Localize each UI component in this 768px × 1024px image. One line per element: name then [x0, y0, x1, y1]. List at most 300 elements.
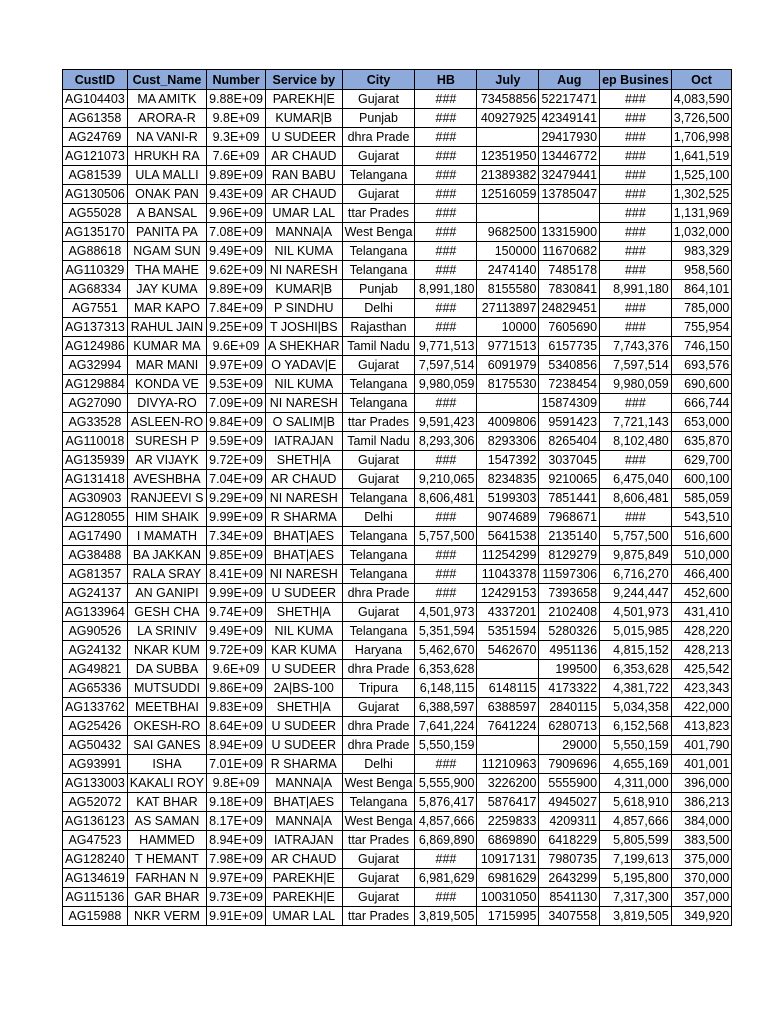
column-header[interactable]: Oct	[671, 70, 732, 90]
table-cell[interactable]: 2135140	[539, 527, 600, 546]
table-cell[interactable]: U SUDEER	[266, 128, 343, 147]
table-cell[interactable]: Gujarat	[342, 869, 415, 888]
table-cell[interactable]	[477, 660, 539, 679]
table-cell[interactable]: 9.86E+09	[207, 679, 266, 698]
table-cell[interactable]: NI NARESH	[266, 261, 343, 280]
table-cell[interactable]: Gujarat	[342, 850, 415, 869]
table-cell[interactable]: ASLEEN-RO	[127, 413, 206, 432]
table-cell[interactable]: 428,220	[671, 622, 732, 641]
table-cell[interactable]: Rajasthan	[342, 318, 415, 337]
table-cell[interactable]: AR CHAUD	[266, 147, 343, 166]
table-cell[interactable]: 9.99E+09	[207, 584, 266, 603]
table-cell[interactable]: 423,343	[671, 679, 732, 698]
table-cell[interactable]: 1,032,000	[671, 223, 732, 242]
table-cell[interactable]: HAMMED	[127, 831, 206, 850]
table-cell[interactable]: ###	[415, 147, 477, 166]
table-cell[interactable]: AG110018	[63, 432, 128, 451]
table-cell[interactable]: 5,805,599	[600, 831, 672, 850]
table-cell[interactable]: 6157735	[539, 337, 600, 356]
table-cell[interactable]: 9.99E+09	[207, 508, 266, 527]
column-header[interactable]: CustID	[63, 70, 128, 90]
column-header[interactable]: HB	[415, 70, 477, 90]
table-cell[interactable]: U SUDEER	[266, 584, 343, 603]
table-cell[interactable]: Delhi	[342, 299, 415, 318]
table-cell[interactable]: 9.83E+09	[207, 698, 266, 717]
table-cell[interactable]: ttar Prades	[342, 413, 415, 432]
table-cell[interactable]: Telangana	[342, 622, 415, 641]
table-cell[interactable]: 9.53E+09	[207, 375, 266, 394]
table-cell[interactable]: 7909696	[539, 755, 600, 774]
table-cell[interactable]: A BANSAL	[127, 204, 206, 223]
table-cell[interactable]: I MAMATH	[127, 527, 206, 546]
table-cell[interactable]: 9.91E+09	[207, 907, 266, 926]
table-cell[interactable]: ###	[415, 204, 477, 223]
table-cell[interactable]: BHAT|AES	[266, 527, 343, 546]
table-cell[interactable]: Delhi	[342, 508, 415, 527]
table-cell[interactable]: 42349141	[539, 109, 600, 128]
table-cell[interactable]: 9591423	[539, 413, 600, 432]
table-cell[interactable]: 431,410	[671, 603, 732, 622]
table-cell[interactable]: 7641224	[477, 717, 539, 736]
column-header[interactable]: Cust_Name	[127, 70, 206, 90]
table-cell[interactable]: ###	[415, 451, 477, 470]
table-cell[interactable]: 6,475,040	[600, 470, 672, 489]
table-cell[interactable]: Telangana	[342, 166, 415, 185]
table-cell[interactable]: BHAT|AES	[266, 793, 343, 812]
table-cell[interactable]: ###	[415, 565, 477, 584]
table-cell[interactable]: 7851441	[539, 489, 600, 508]
table-cell[interactable]: ARORA-R	[127, 109, 206, 128]
table-cell[interactable]: PAREKH|E	[266, 90, 343, 109]
table-cell[interactable]: SHETH|A	[266, 698, 343, 717]
table-cell[interactable]: ULA MALLI	[127, 166, 206, 185]
table-cell[interactable]: T HEMANT	[127, 850, 206, 869]
table-cell[interactable]: ###	[600, 166, 672, 185]
table-cell[interactable]: 11670682	[539, 242, 600, 261]
table-cell[interactable]: 5555900	[539, 774, 600, 793]
table-cell[interactable]: Telangana	[342, 489, 415, 508]
column-header[interactable]: Service by	[266, 70, 343, 90]
table-cell[interactable]: Telangana	[342, 261, 415, 280]
table-cell[interactable]: 516,600	[671, 527, 732, 546]
table-cell[interactable]: ###	[600, 109, 672, 128]
table-cell[interactable]: AG128240	[63, 850, 128, 869]
table-cell[interactable]: AG52072	[63, 793, 128, 812]
table-cell[interactable]: 8.41E+09	[207, 565, 266, 584]
table-cell[interactable]: AS SAMAN	[127, 812, 206, 831]
table-cell[interactable]: 983,329	[671, 242, 732, 261]
table-cell[interactable]: KUMAR|B	[266, 109, 343, 128]
table-cell[interactable]: 5462670	[477, 641, 539, 660]
table-cell[interactable]: 3226200	[477, 774, 539, 793]
table-cell[interactable]: 8265404	[539, 432, 600, 451]
table-cell[interactable]: 2643299	[539, 869, 600, 888]
table-cell[interactable]: ###	[415, 584, 477, 603]
table-cell[interactable]: PAREKH|E	[266, 888, 343, 907]
table-cell[interactable]: 73458856	[477, 90, 539, 109]
table-cell[interactable]: 9.97E+09	[207, 356, 266, 375]
table-cell[interactable]: 29000	[539, 736, 600, 755]
table-cell[interactable]: AG55028	[63, 204, 128, 223]
table-cell[interactable]: NA VANI-R	[127, 128, 206, 147]
table-cell[interactable]: 8541130	[539, 888, 600, 907]
table-cell[interactable]: 9.88E+09	[207, 90, 266, 109]
table-cell[interactable]: ###	[415, 318, 477, 337]
table-cell[interactable]: AG47523	[63, 831, 128, 850]
table-cell[interactable]: 9.73E+09	[207, 888, 266, 907]
table-cell[interactable]: AG30903	[63, 489, 128, 508]
table-cell[interactable]: NKAR KUM	[127, 641, 206, 660]
table-cell[interactable]: AG24132	[63, 641, 128, 660]
table-cell[interactable]: 12351950	[477, 147, 539, 166]
table-cell[interactable]: 958,560	[671, 261, 732, 280]
table-cell[interactable]: 1715995	[477, 907, 539, 926]
table-cell[interactable]: 8.94E+09	[207, 736, 266, 755]
table-cell[interactable]: 9.59E+09	[207, 432, 266, 451]
table-cell[interactable]: West Benga	[342, 774, 415, 793]
table-cell[interactable]: ###	[415, 755, 477, 774]
table-cell[interactable]: 401,790	[671, 736, 732, 755]
table-cell[interactable]: GAR BHAR	[127, 888, 206, 907]
table-cell[interactable]: 13785047	[539, 185, 600, 204]
table-cell[interactable]: Telangana	[342, 793, 415, 812]
table-cell[interactable]	[477, 736, 539, 755]
table-cell[interactable]: NIL KUMA	[266, 242, 343, 261]
table-cell[interactable]: 7238454	[539, 375, 600, 394]
table-cell[interactable]: 357,000	[671, 888, 732, 907]
table-cell[interactable]: UMAR LAL	[266, 204, 343, 223]
table-cell[interactable]: AG129884	[63, 375, 128, 394]
table-cell[interactable]: 1,302,525	[671, 185, 732, 204]
table-cell[interactable]: AG133003	[63, 774, 128, 793]
table-cell[interactable]: MANNA|A	[266, 774, 343, 793]
table-cell[interactable]: AG134619	[63, 869, 128, 888]
table-cell[interactable]: ###	[600, 508, 672, 527]
table-cell[interactable]: AG24769	[63, 128, 128, 147]
table-cell[interactable]: 8,606,481	[415, 489, 477, 508]
table-cell[interactable]: 9.96E+09	[207, 204, 266, 223]
table-cell[interactable]: UMAR LAL	[266, 907, 343, 926]
table-cell[interactable]: 9.89E+09	[207, 280, 266, 299]
table-cell[interactable]: 9.74E+09	[207, 603, 266, 622]
table-cell[interactable]: 5,757,500	[415, 527, 477, 546]
table-cell[interactable]: 9,591,423	[415, 413, 477, 432]
table-cell[interactable]: PAREKH|E	[266, 869, 343, 888]
table-cell[interactable]: ###	[415, 109, 477, 128]
table-cell[interactable]: ###	[600, 90, 672, 109]
table-cell[interactable]: 5,015,985	[600, 622, 672, 641]
table-cell[interactable]: ###	[415, 850, 477, 869]
table-cell[interactable]: 690,600	[671, 375, 732, 394]
table-cell[interactable]: ###	[600, 147, 672, 166]
table-cell[interactable]: 8234835	[477, 470, 539, 489]
table-cell[interactable]: 9.6E+09	[207, 660, 266, 679]
table-cell[interactable]: AG25426	[63, 717, 128, 736]
table-cell[interactable]: AG17490	[63, 527, 128, 546]
table-cell[interactable]: 8,293,306	[415, 432, 477, 451]
table-cell[interactable]: Telangana	[342, 527, 415, 546]
table-cell[interactable]: 12429153	[477, 584, 539, 603]
table-cell[interactable]: 9,771,513	[415, 337, 477, 356]
table-cell[interactable]: 9.49E+09	[207, 242, 266, 261]
table-cell[interactable]: Gujarat	[342, 356, 415, 375]
table-cell[interactable]: SHETH|A	[266, 451, 343, 470]
table-cell[interactable]: ttar Prades	[342, 831, 415, 850]
table-cell[interactable]: ###	[415, 185, 477, 204]
table-cell[interactable]: 9.18E+09	[207, 793, 266, 812]
table-cell[interactable]: 7,317,300	[600, 888, 672, 907]
table-cell[interactable]: 8,606,481	[600, 489, 672, 508]
table-cell[interactable]: ###	[600, 394, 672, 413]
table-cell[interactable]: 5,195,800	[600, 869, 672, 888]
table-cell[interactable]: HIM SHAIK	[127, 508, 206, 527]
table-cell[interactable]: 7485178	[539, 261, 600, 280]
table-cell[interactable]: IATRAJAN	[266, 831, 343, 850]
table-cell[interactable]: Punjab	[342, 280, 415, 299]
table-cell[interactable]: 6388597	[477, 698, 539, 717]
table-cell[interactable]: AG33528	[63, 413, 128, 432]
table-cell[interactable]: 600,100	[671, 470, 732, 489]
table-cell[interactable]: A SHEKHAR	[266, 337, 343, 356]
table-cell[interactable]: 21389382	[477, 166, 539, 185]
table-cell[interactable]: LA SRINIV	[127, 622, 206, 641]
table-cell[interactable]: AG15988	[63, 907, 128, 926]
table-cell[interactable]: Gujarat	[342, 451, 415, 470]
table-cell[interactable]: ###	[415, 546, 477, 565]
table-cell[interactable]: SAI GANES	[127, 736, 206, 755]
table-cell[interactable]: 466,400	[671, 565, 732, 584]
table-cell[interactable]: 2840115	[539, 698, 600, 717]
table-cell[interactable]: 2474140	[477, 261, 539, 280]
table-cell[interactable]: ###	[415, 223, 477, 242]
table-cell[interactable]: ttar Prades	[342, 907, 415, 926]
table-cell[interactable]: 9074689	[477, 508, 539, 527]
table-cell[interactable]: U SUDEER	[266, 717, 343, 736]
table-cell[interactable]: BHAT|AES	[266, 546, 343, 565]
table-cell[interactable]: 4951136	[539, 641, 600, 660]
table-cell[interactable]: 9,980,059	[415, 375, 477, 394]
table-cell[interactable]: 9.97E+09	[207, 869, 266, 888]
table-cell[interactable]: T JOSHI|BS	[266, 318, 343, 337]
table-cell[interactable]: FARHAN N	[127, 869, 206, 888]
table-cell[interactable]: 12516059	[477, 185, 539, 204]
table-cell[interactable]: 3037045	[539, 451, 600, 470]
table-cell[interactable]: 5,876,417	[415, 793, 477, 812]
table-cell[interactable]: ttar Prades	[342, 204, 415, 223]
table-cell[interactable]: MA AMITK	[127, 90, 206, 109]
table-cell[interactable]: 746,150	[671, 337, 732, 356]
table-cell[interactable]: NGAM SUN	[127, 242, 206, 261]
table-cell[interactable]: 5,351,594	[415, 622, 477, 641]
table-cell[interactable]: 693,576	[671, 356, 732, 375]
table-cell[interactable]: 375,000	[671, 850, 732, 869]
table-cell[interactable]: 5,757,500	[600, 527, 672, 546]
table-cell[interactable]: 7830841	[539, 280, 600, 299]
table-cell[interactable]: P SINDHU	[266, 299, 343, 318]
table-cell[interactable]: Punjab	[342, 109, 415, 128]
table-cell[interactable]: 5,034,358	[600, 698, 672, 717]
table-cell[interactable]: 7980735	[539, 850, 600, 869]
table-cell[interactable]: JAY KUMA	[127, 280, 206, 299]
table-cell[interactable]: ###	[415, 888, 477, 907]
table-cell[interactable]: 9.8E+09	[207, 774, 266, 793]
table-cell[interactable]: 401,001	[671, 755, 732, 774]
table-cell[interactable]: OKESH-RO	[127, 717, 206, 736]
table-cell[interactable]: MANNA|A	[266, 812, 343, 831]
table-cell[interactable]: 9.3E+09	[207, 128, 266, 147]
table-cell[interactable]	[477, 128, 539, 147]
table-cell[interactable]: AG65336	[63, 679, 128, 698]
table-cell[interactable]: 6280713	[539, 717, 600, 736]
table-cell[interactable]: AG32994	[63, 356, 128, 375]
table-cell[interactable]: West Benga	[342, 223, 415, 242]
table-cell[interactable]: ONAK PAN	[127, 185, 206, 204]
table-cell[interactable]: 4009806	[477, 413, 539, 432]
table-cell[interactable]: 785,000	[671, 299, 732, 318]
table-cell[interactable]: 452,600	[671, 584, 732, 603]
table-cell[interactable]: 7.34E+09	[207, 527, 266, 546]
table-cell[interactable]: AR CHAUD	[266, 185, 343, 204]
table-cell[interactable]: R SHARMA	[266, 508, 343, 527]
table-cell[interactable]: 9,210,065	[415, 470, 477, 489]
table-cell[interactable]: 1,131,969	[671, 204, 732, 223]
table-cell[interactable]: 6148115	[477, 679, 539, 698]
table-cell[interactable]: 8129279	[539, 546, 600, 565]
table-cell[interactable]: 4173322	[539, 679, 600, 698]
table-cell[interactable]: AG128055	[63, 508, 128, 527]
column-header[interactable]: July	[477, 70, 539, 90]
table-cell[interactable]: AG131418	[63, 470, 128, 489]
table-cell[interactable]	[539, 204, 600, 223]
table-cell[interactable]: 9.8E+09	[207, 109, 266, 128]
table-cell[interactable]: 349,920	[671, 907, 732, 926]
table-cell[interactable]: AG88618	[63, 242, 128, 261]
table-cell[interactable]: 11254299	[477, 546, 539, 565]
table-cell[interactable]: 7,641,224	[415, 717, 477, 736]
table-cell[interactable]: 8.94E+09	[207, 831, 266, 850]
table-cell[interactable]: KAKALI ROY	[127, 774, 206, 793]
table-cell[interactable]: 24829451	[539, 299, 600, 318]
table-cell[interactable]: 4,311,000	[600, 774, 672, 793]
table-cell[interactable]: AG137313	[63, 318, 128, 337]
table-cell[interactable]: Tripura	[342, 679, 415, 698]
table-cell[interactable]: 422,000	[671, 698, 732, 717]
table-cell[interactable]: RANJEEVI S	[127, 489, 206, 508]
table-cell[interactable]: 6,152,568	[600, 717, 672, 736]
table-cell[interactable]: 4,381,722	[600, 679, 672, 698]
table-cell[interactable]: 9.72E+09	[207, 641, 266, 660]
table-cell[interactable]: 6,388,597	[415, 698, 477, 717]
table-cell[interactable]: 7,199,613	[600, 850, 672, 869]
table-cell[interactable]: Telangana	[342, 394, 415, 413]
table-cell[interactable]: 7968671	[539, 508, 600, 527]
table-cell[interactable]: MANNA|A	[266, 223, 343, 242]
table-cell[interactable]: 5,555,900	[415, 774, 477, 793]
table-cell[interactable]: 9771513	[477, 337, 539, 356]
table-cell[interactable]: 585,059	[671, 489, 732, 508]
table-cell[interactable]: AG38488	[63, 546, 128, 565]
table-cell[interactable]: 1547392	[477, 451, 539, 470]
table-cell[interactable]: 5280326	[539, 622, 600, 641]
table-cell[interactable]: Tamil Nadu	[342, 432, 415, 451]
table-cell[interactable]: AG135170	[63, 223, 128, 242]
table-cell[interactable]: 2259833	[477, 812, 539, 831]
table-cell[interactable]: dhra Prade	[342, 584, 415, 603]
table-cell[interactable]: 5,550,159	[415, 736, 477, 755]
table-cell[interactable]: 9682500	[477, 223, 539, 242]
table-cell[interactable]: 4209311	[539, 812, 600, 831]
table-cell[interactable]: ###	[600, 185, 672, 204]
table-cell[interactable]: 4,857,666	[415, 812, 477, 831]
table-cell[interactable]: SURESH P	[127, 432, 206, 451]
table-cell[interactable]: KONDA VE	[127, 375, 206, 394]
table-cell[interactable]: AG133762	[63, 698, 128, 717]
table-cell[interactable]: 29417930	[539, 128, 600, 147]
table-cell[interactable]: ###	[600, 128, 672, 147]
table-cell[interactable]: 13446772	[539, 147, 600, 166]
table-cell[interactable]: 8.64E+09	[207, 717, 266, 736]
table-cell[interactable]: ###	[415, 394, 477, 413]
table-cell[interactable]: ###	[415, 261, 477, 280]
table-cell[interactable]: 7.6E+09	[207, 147, 266, 166]
table-cell[interactable]: AG93991	[63, 755, 128, 774]
table-cell[interactable]: AG61358	[63, 109, 128, 128]
table-cell[interactable]: 6,353,628	[415, 660, 477, 679]
table-cell[interactable]: MEETBHAI	[127, 698, 206, 717]
table-cell[interactable]: RAHUL JAIN	[127, 318, 206, 337]
table-cell[interactable]: NI NARESH	[266, 489, 343, 508]
table-cell[interactable]: 543,510	[671, 508, 732, 527]
column-header[interactable]: Number	[207, 70, 266, 90]
table-cell[interactable]: 1,525,100	[671, 166, 732, 185]
table-cell[interactable]: ###	[600, 204, 672, 223]
table-cell[interactable]: West Benga	[342, 812, 415, 831]
table-cell[interactable]: 386,213	[671, 793, 732, 812]
table-cell[interactable]: KAT BHAR	[127, 793, 206, 812]
table-cell[interactable]: AG133964	[63, 603, 128, 622]
table-cell[interactable]: 1,641,519	[671, 147, 732, 166]
table-cell[interactable]: AR VIJAYK	[127, 451, 206, 470]
table-cell[interactable]: 6,148,115	[415, 679, 477, 698]
table-cell[interactable]: 11210963	[477, 755, 539, 774]
table-cell[interactable]: 7,721,143	[600, 413, 672, 432]
table-cell[interactable]: AG115136	[63, 888, 128, 907]
column-header[interactable]: City	[342, 70, 415, 90]
table-cell[interactable]: 7605690	[539, 318, 600, 337]
table-cell[interactable]: Telangana	[342, 565, 415, 584]
table-cell[interactable]: 8,991,180	[415, 280, 477, 299]
table-cell[interactable]: 370,000	[671, 869, 732, 888]
table-cell[interactable]: 3,819,505	[600, 907, 672, 926]
column-header[interactable]: ep Busines	[600, 70, 672, 90]
table-cell[interactable]: AG104403	[63, 90, 128, 109]
table-cell[interactable]: 6,716,270	[600, 565, 672, 584]
table-cell[interactable]: dhra Prade	[342, 128, 415, 147]
table-cell[interactable]: 666,744	[671, 394, 732, 413]
table-cell[interactable]: THA MAHE	[127, 261, 206, 280]
table-cell[interactable]: 510,000	[671, 546, 732, 565]
table-cell[interactable]: 6,981,629	[415, 869, 477, 888]
table-cell[interactable]: 8155580	[477, 280, 539, 299]
table-cell[interactable]: ###	[600, 261, 672, 280]
table-cell[interactable]: 7.98E+09	[207, 850, 266, 869]
table-cell[interactable]: AG110329	[63, 261, 128, 280]
table-cell[interactable]: 9.29E+09	[207, 489, 266, 508]
table-cell[interactable]: AVESHBHA	[127, 470, 206, 489]
table-cell[interactable]: 10031050	[477, 888, 539, 907]
table-cell[interactable]: 4,815,152	[600, 641, 672, 660]
table-cell[interactable]: 2A|BS-100	[266, 679, 343, 698]
